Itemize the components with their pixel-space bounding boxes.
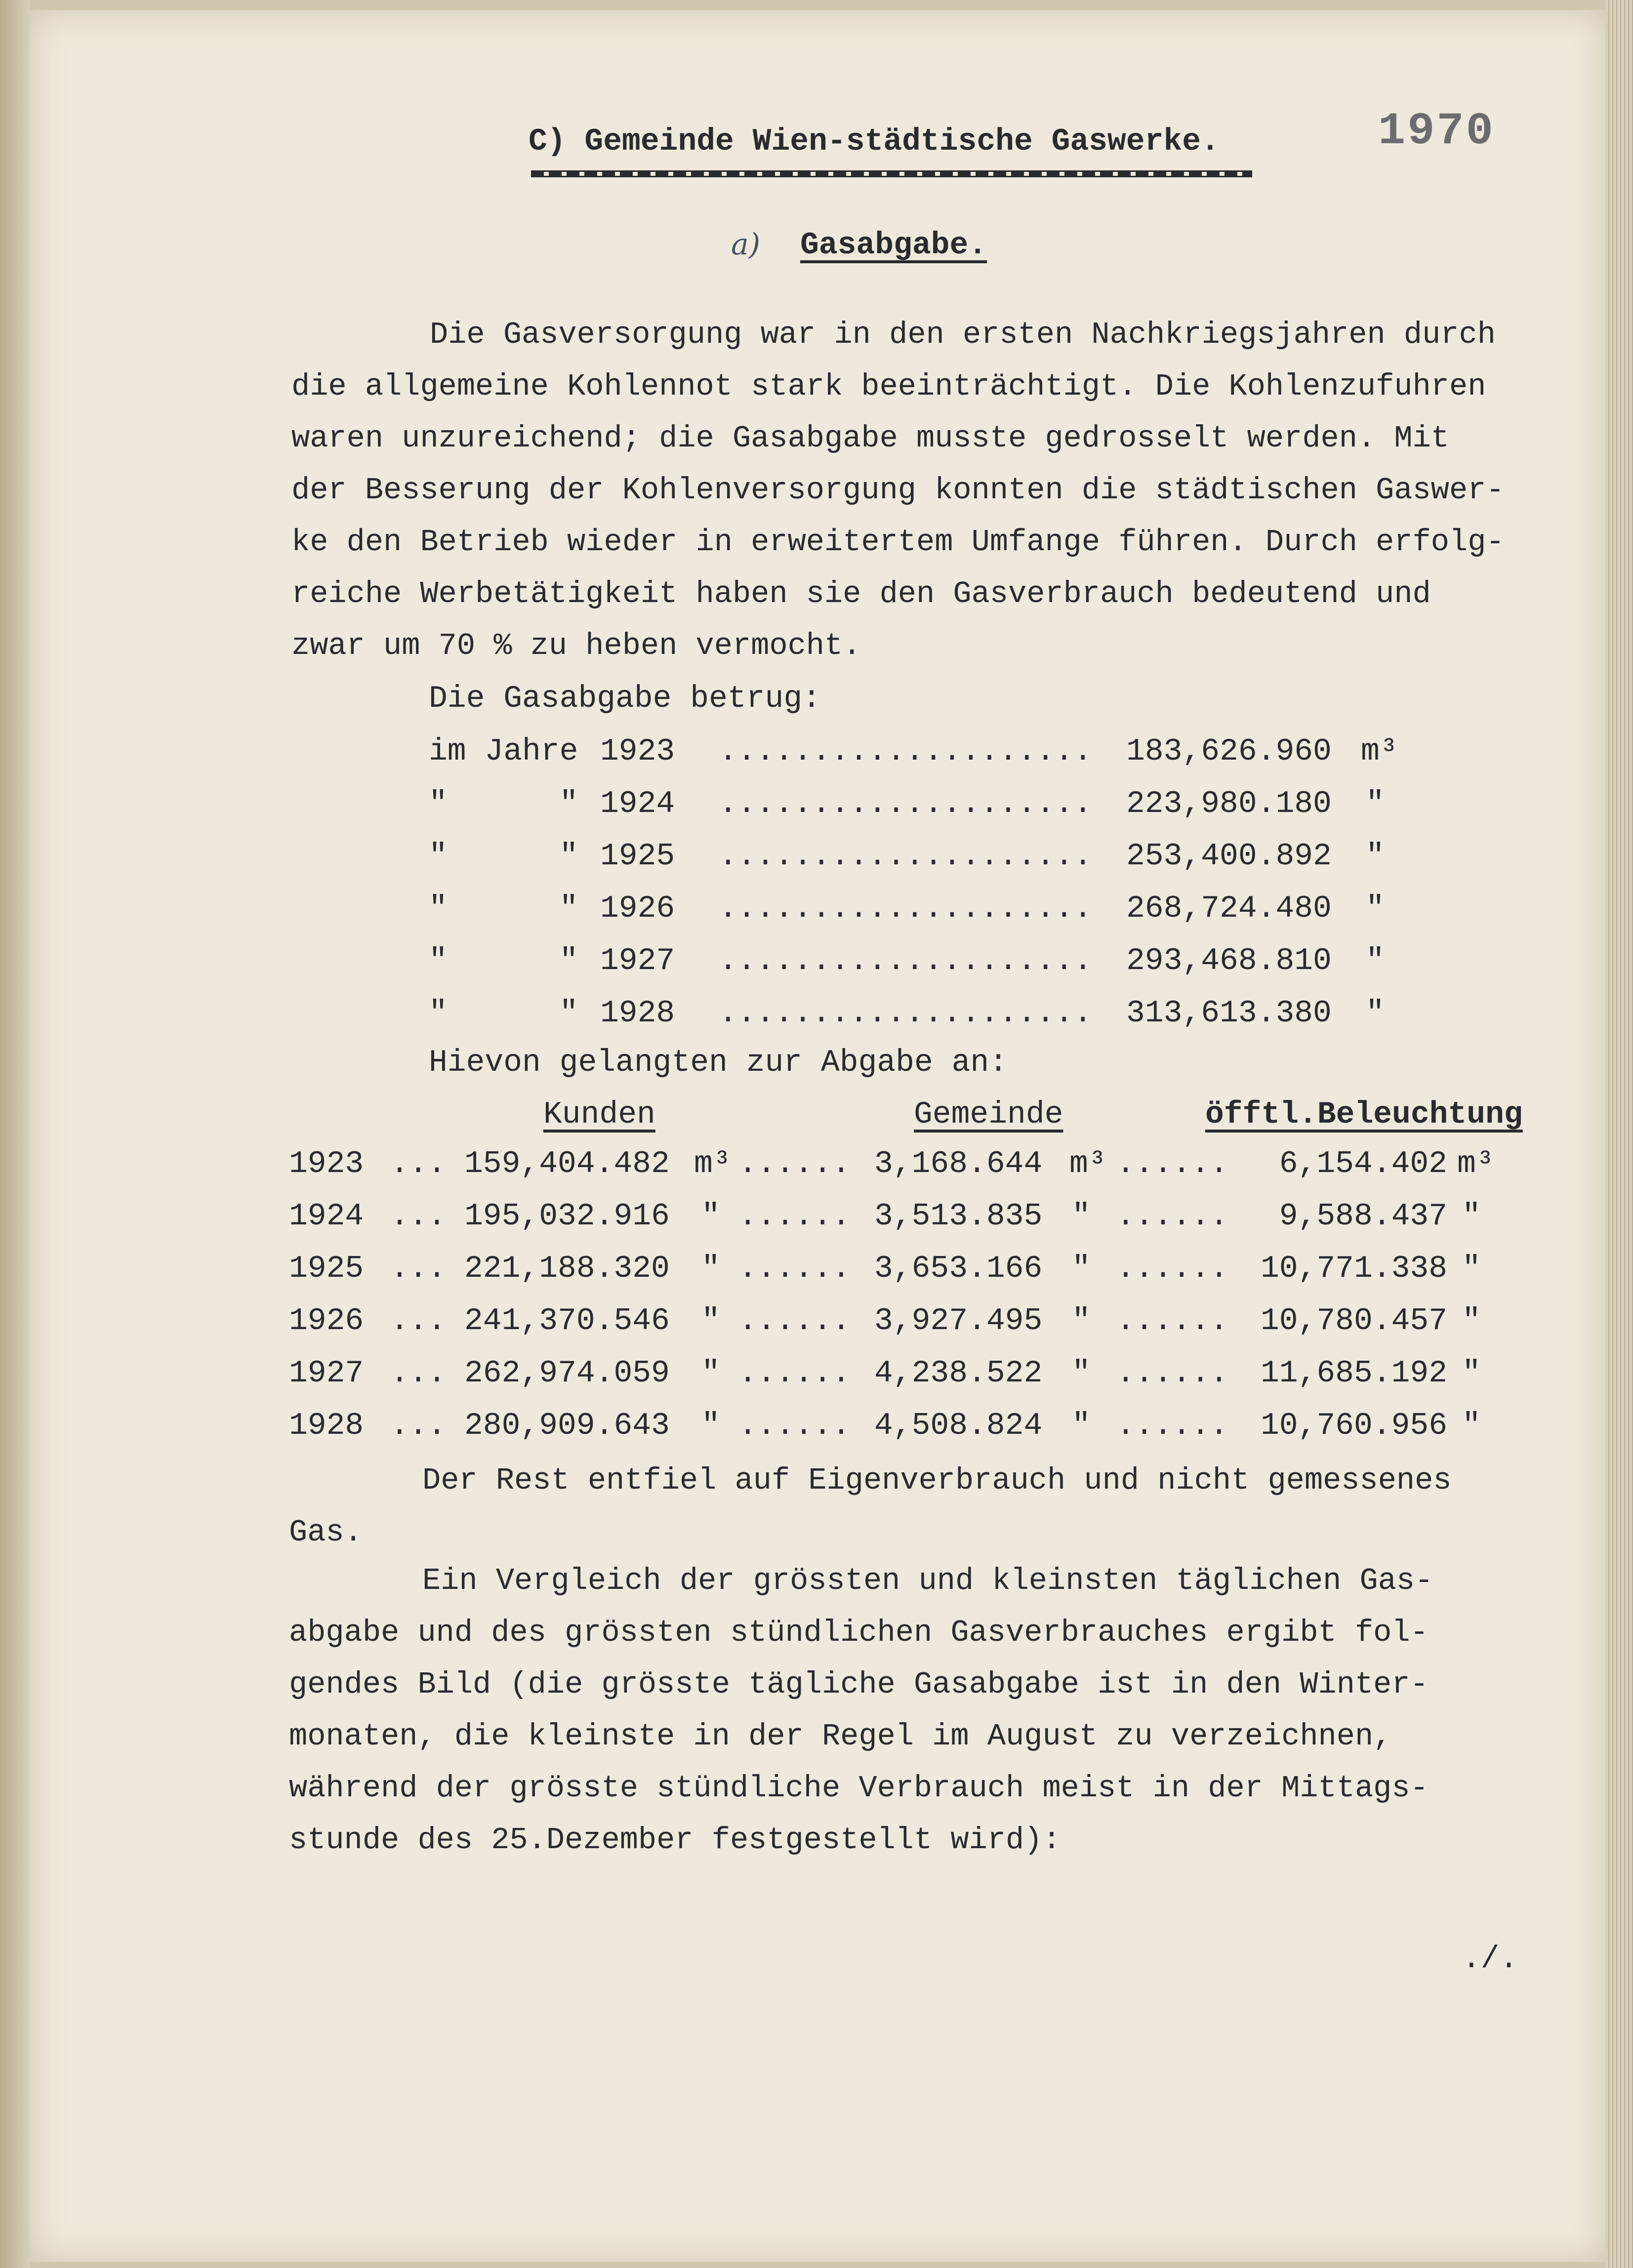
page-number-stamp: 1970 <box>1378 105 1495 157</box>
continuation-mark: ./. <box>1462 1942 1518 1977</box>
unit: " <box>1366 943 1385 978</box>
leader-dots: ...... <box>738 1356 851 1391</box>
year: 1924 <box>289 1199 364 1234</box>
text-line: der Besserung der Kohlenversorgung konnten die städtischen Gaswer- <box>291 473 1505 508</box>
gemeinde-value: 3,513.835 <box>874 1199 1043 1234</box>
leader-dots: ...... <box>738 1408 851 1443</box>
book-binding <box>0 0 30 2268</box>
gas-volume: 223,980.180 <box>1126 786 1332 821</box>
unit: m³ <box>1361 734 1398 769</box>
kunden-value: 195,032.916 <box>464 1199 670 1234</box>
gas-volume: 268,724.480 <box>1126 891 1332 926</box>
unit: " <box>701 1251 720 1286</box>
unit: m³ <box>1457 1146 1495 1181</box>
text-line: waren unzureichend; die Gasabgabe musste gedrosselt werden. Mit <box>291 421 1449 456</box>
gemeinde-value: 3,653.166 <box>874 1251 1043 1286</box>
unit: " <box>701 1303 720 1338</box>
column-header-kunden: Kunden <box>543 1097 655 1132</box>
leader-dots: ...... <box>1116 1251 1228 1286</box>
year: 1925 <box>289 1251 364 1286</box>
page-edges <box>1605 0 1633 2268</box>
leader-dots: ...... <box>738 1303 851 1338</box>
unit: " <box>1462 1356 1481 1391</box>
beleuchtung-value: 10,771.338 <box>1260 1251 1447 1286</box>
text-line: stunde des 25.Dezember festgestellt wird): <box>289 1822 1061 1858</box>
unit: " <box>1072 1408 1091 1443</box>
unit: " <box>1462 1408 1481 1443</box>
leader-dots: ... <box>390 1408 447 1443</box>
unit: " <box>1366 786 1385 821</box>
year-prefix: " " <box>429 943 578 978</box>
leader-dots: .................... <box>719 996 1093 1031</box>
year: 1923 <box>600 734 675 769</box>
unit: " <box>1072 1303 1091 1338</box>
unit: " <box>1462 1303 1481 1338</box>
beleuchtung-value: 10,780.457 <box>1260 1303 1447 1338</box>
leader-dots: ...... <box>1116 1408 1228 1443</box>
column-header-gemeinde: Gemeinde <box>914 1097 1063 1132</box>
kunden-value: 159,404.482 <box>464 1146 670 1181</box>
unit: " <box>701 1356 720 1391</box>
totals-intro: Die Gasabgabe betrug: <box>429 681 821 716</box>
year: 1925 <box>600 839 675 874</box>
leader-dots: ...... <box>1116 1146 1228 1181</box>
beleuchtung-value: 10,760.956 <box>1260 1408 1447 1443</box>
year: 1926 <box>600 891 675 926</box>
leader-dots: ...... <box>738 1199 851 1234</box>
beleuchtung-value: 11,685.192 <box>1260 1356 1447 1391</box>
unit: " <box>1462 1251 1481 1286</box>
leader-dots: ...... <box>1116 1199 1228 1234</box>
year-prefix: im Jahre <box>429 734 578 769</box>
subsection-title: Gasabgabe. <box>800 228 987 263</box>
text-line: Die Gasversorgung war in den ersten Nachkriegsjahren durch <box>430 317 1496 352</box>
rest-paragraph <box>289 1455 1452 1558</box>
leader-dots: ...... <box>738 1146 851 1181</box>
beleuchtung-value: 6,154.402 <box>1279 1146 1447 1181</box>
leader-dots: .................... <box>719 734 1093 769</box>
gemeinde-value: 4,508.824 <box>874 1408 1043 1443</box>
title-double-underline <box>531 170 1252 177</box>
year: 1928 <box>600 996 675 1031</box>
unit: " <box>1072 1199 1091 1234</box>
unit: m³ <box>1069 1146 1107 1181</box>
leader-dots: ...... <box>738 1251 851 1286</box>
gas-volume: 313,613.380 <box>1126 996 1332 1031</box>
year-prefix: " " <box>429 996 578 1031</box>
text-line: abgabe und des grössten stündlichen Gasverbrauches ergibt fol- <box>289 1615 1429 1650</box>
text-line: Ein Vergleich der grössten und kleinsten täglichen Gas- <box>422 1563 1433 1598</box>
intro-paragraph <box>291 309 1505 672</box>
subsection-marker: a) <box>731 227 761 262</box>
section-title: C) Gemeinde Wien-städtische Gaswerke. <box>529 124 1220 159</box>
unit: " <box>1072 1251 1091 1286</box>
text-line: Gas. <box>289 1515 363 1550</box>
comparison-paragraph <box>289 1555 1433 1866</box>
leader-dots: ... <box>390 1251 447 1286</box>
text-line: monaten, die kleinste in der Regel im August zu verzeichnen, <box>289 1719 1392 1754</box>
text-line: Der Rest entfiel auf Eigenverbrauch und nicht gemessenes <box>422 1463 1452 1498</box>
year-prefix: " " <box>429 839 578 874</box>
kunden-value: 221,188.320 <box>464 1251 670 1286</box>
year: 1927 <box>600 943 675 978</box>
unit: " <box>701 1408 720 1443</box>
leader-dots: .................... <box>719 839 1093 874</box>
leader-dots: ...... <box>1116 1303 1228 1338</box>
year: 1926 <box>289 1303 364 1338</box>
text-line: die allgemeine Kohlennot stark beeinträchtigt. Die Kohlenzufuhren <box>291 369 1486 404</box>
beleuchtung-value: 9,588.437 <box>1279 1199 1447 1234</box>
unit: " <box>1366 839 1385 874</box>
leader-dots: ...... <box>1116 1356 1228 1391</box>
text-line: ke den Betrieb wieder in erweitertem Umfange führen. Durch erfolg- <box>291 525 1505 560</box>
year-prefix: " " <box>429 786 578 821</box>
unit: " <box>1366 996 1385 1031</box>
kunden-value: 280,909.643 <box>464 1408 670 1443</box>
unit: m³ <box>694 1146 732 1181</box>
year: 1927 <box>289 1356 364 1391</box>
year: 1923 <box>289 1146 364 1181</box>
year-prefix: " " <box>429 891 578 926</box>
gemeinde-value: 3,927.495 <box>874 1303 1043 1338</box>
column-header-beleuchtung: öfftl.Beleuchtung <box>1205 1097 1523 1132</box>
gemeinde-value: 3,168.644 <box>874 1146 1043 1181</box>
kunden-value: 241,370.546 <box>464 1303 670 1338</box>
leader-dots: ... <box>390 1303 447 1338</box>
year: 1928 <box>289 1408 364 1443</box>
gas-volume: 253,400.892 <box>1126 839 1332 874</box>
unit: " <box>1462 1199 1481 1234</box>
unit: " <box>1366 891 1385 926</box>
text-line: zwar um 70 % zu heben vermocht. <box>291 628 861 663</box>
unit: " <box>1072 1356 1091 1391</box>
text-line: während der grösste stündliche Verbrauch meist in der Mittags- <box>289 1771 1429 1806</box>
gas-volume: 183,626.960 <box>1126 734 1332 769</box>
text-line: reiche Werbetätigkeit haben sie den Gasverbrauch bedeutend und <box>291 576 1431 611</box>
kunden-value: 262,974.059 <box>464 1356 670 1391</box>
leader-dots: ... <box>390 1356 447 1391</box>
leader-dots: ... <box>390 1199 447 1234</box>
year: 1924 <box>600 786 675 821</box>
leader-dots: .................... <box>719 786 1093 821</box>
text-line: gendes Bild (die grösste tägliche Gasabgabe ist in den Winter- <box>289 1667 1429 1702</box>
gas-volume: 293,468.810 <box>1126 943 1332 978</box>
leader-dots: .................... <box>719 943 1093 978</box>
distribution-intro: Hievon gelangten zur Abgabe an: <box>429 1045 1008 1080</box>
leader-dots: ... <box>390 1146 447 1181</box>
leader-dots: .................... <box>719 891 1093 926</box>
unit: " <box>701 1199 720 1234</box>
gemeinde-value: 4,238.522 <box>874 1356 1043 1391</box>
